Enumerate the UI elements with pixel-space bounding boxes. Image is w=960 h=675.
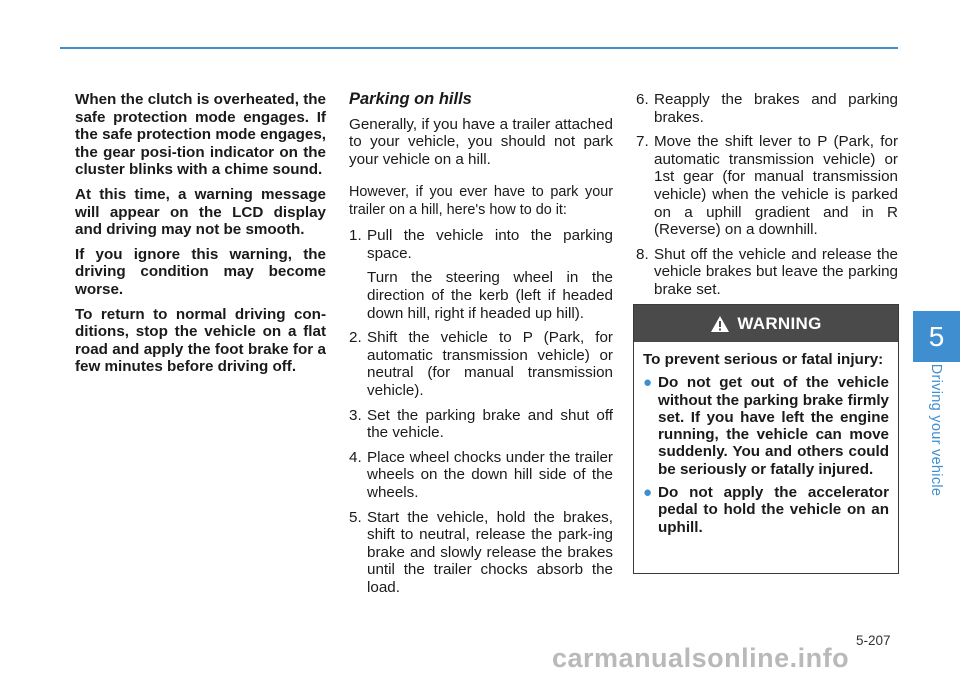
top-rule: [60, 47, 898, 49]
step-text: Place wheel chocks under the trailer wheels on the down hill side of the wheels.: [367, 448, 613, 501]
step-number: 3.: [349, 406, 362, 424]
chapter-tab: 5: [913, 311, 960, 362]
step-text: Start the vehicle, hold the brakes, shift to neutral, release the park-ing brake and slowly release the brakes until the trailer chocks absorb the load.: [367, 508, 613, 596]
paragraph: Generally, if you have a trailer attached to your vehicle, you should not park your vehicle on a hill.: [349, 115, 613, 168]
step-number: 1.: [349, 227, 362, 245]
page-number: 5-207: [856, 633, 891, 648]
steps-list: [636, 91, 898, 299]
step-text: Shut off the vehicle and release the vehicle brakes but leave the parking brake set.: [654, 245, 898, 298]
step-number: 5.: [349, 508, 362, 526]
list-item: [349, 329, 613, 399]
step-text: Pull the vehicle into the parking space.: [367, 227, 613, 262]
chapter-label: Driving your vehicle: [928, 363, 944, 497]
parking-on-hills-column: [349, 91, 613, 603]
list-item: [349, 509, 613, 597]
warning-title: WARNING: [737, 313, 822, 333]
step-subtext: Turn the steering wheel in the direction of the kerb (left if headed down hill, right if headed up hill).: [367, 269, 613, 322]
bullet-icon: ●: [643, 374, 653, 392]
steps-list: [349, 227, 613, 596]
step-number: 8.: [636, 245, 649, 263]
warning-box: [633, 304, 899, 574]
list-item: [636, 133, 898, 239]
bullet-icon: ●: [643, 484, 653, 502]
clutch-warning-column: [75, 91, 326, 383]
paragraph: However, if you ever have to park your trailer on a hill, here's how to do it:: [349, 184, 613, 218]
step-text: Reapply the brakes and parking brakes.: [654, 91, 898, 126]
list-item: [349, 449, 613, 502]
step-number: 4.: [349, 448, 362, 466]
step-text: Move the shift lever to P (Park, for automatic transmission vehicle) or 1st gear (for manual transmission vehicle) when the vehicle is parked on a uphill gradient and in R (Reverse) on a downhill.: [654, 133, 898, 239]
step-text: Shift the vehicle to P (Park, for automatic transmission vehicle) or neutral (for manual transmission vehicle).: [367, 329, 613, 399]
step-number: 2.: [349, 329, 362, 347]
warning-text: Do not get out of the vehicle without the parking brake firmly set. If you have left the engine running, the vehicle can move suddenly. You and others could be seriously or fatally injured.: [658, 374, 889, 478]
step-number: 7.: [636, 133, 649, 151]
warning-body: [634, 342, 898, 536]
list-item: [643, 484, 889, 536]
list-item: [636, 91, 898, 126]
paragraph: At this time, a warning message will appear on the LCD display and driving may not be smooth.: [75, 185, 326, 239]
step-number: 6.: [636, 91, 649, 108]
warning-text: Do not apply the accelerator pedal to hold the vehicle on an uphill.: [658, 484, 889, 536]
section-heading: Parking on hills: [349, 90, 472, 108]
list-item: [349, 227, 613, 322]
paragraph: To return to normal driving con-ditions, stop the vehicle on a flat road and apply the foot brake for a few minutes before driving off.: [75, 305, 326, 376]
list-item: [636, 246, 898, 299]
steps-continued-column: [636, 91, 898, 306]
watermark: carmanualsonline.info: [552, 643, 850, 673]
warning-list: [643, 374, 889, 536]
list-item: [349, 407, 613, 442]
warning-intro: To prevent serious or fatal injury:: [643, 351, 884, 368]
step-text: Set the parking brake and shut off the vehicle.: [367, 406, 613, 442]
paragraph: If you ignore this warning, the driving condition may become worse.: [75, 245, 326, 298]
paragraph: When the clutch is overheated, the safe protection mode engages. If the safe protection mode engages, the gear posi-tion indicator on the cluster blinks with a chime sound.: [75, 91, 326, 179]
list-item: [643, 374, 889, 478]
warning-triangle-icon: [710, 315, 730, 333]
warning-header: [634, 305, 898, 342]
